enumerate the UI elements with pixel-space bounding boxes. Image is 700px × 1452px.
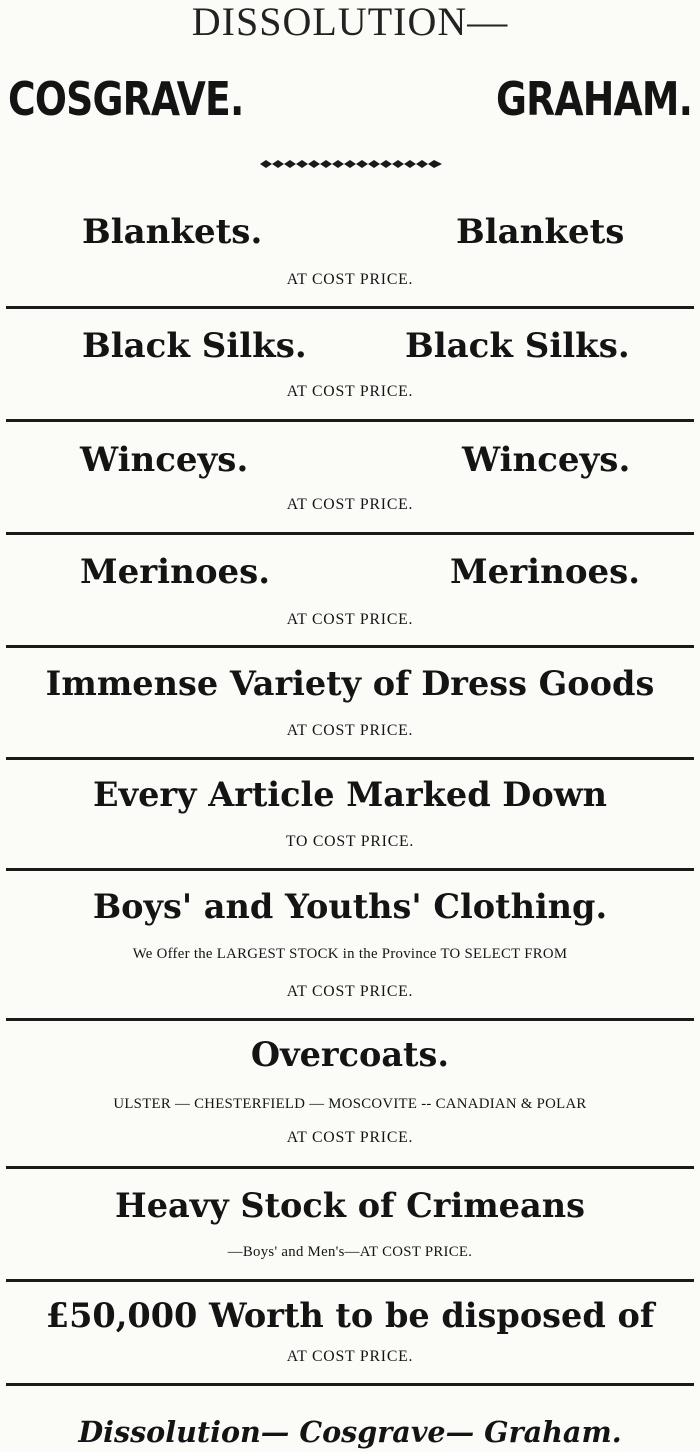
- black-silks-right: Black Silks.: [405, 326, 630, 366]
- blankets-row: [0, 212, 700, 252]
- marked-down-heading: Every Article Marked Down: [93, 775, 607, 815]
- divider-rule: [6, 532, 694, 535]
- divider-rule: [6, 645, 694, 648]
- merinoes-row: [0, 552, 700, 592]
- divider-rule: [6, 1279, 694, 1282]
- merinoes-right: Merinoes.: [450, 552, 641, 592]
- name-cosgrave: COSGRAVE.: [8, 72, 244, 126]
- divider-rule: [6, 1383, 694, 1386]
- name-graham: GRAHAM.: [495, 72, 692, 126]
- crimeans-heading: Heavy Stock of Crimeans: [115, 1186, 585, 1226]
- dress-goods-heading: Immense Variety of Dress Goods: [45, 664, 655, 704]
- overcoats-heading: Overcoats.: [250, 1035, 450, 1075]
- partner-names: [8, 64, 692, 134]
- black-silks-caption: AT COST PRICE.: [286, 383, 414, 400]
- blankets-caption: AT COST PRICE.: [286, 271, 414, 288]
- ornament-divider-icon: [260, 158, 442, 170]
- worth-heading: £50,000 Worth to be disposed of: [45, 1296, 655, 1336]
- footer-signature: Dissolution— Cosgrave— Graham.: [78, 1415, 622, 1449]
- overcoats-subline: ULSTER — CHESTERFIELD — MOSCOVITE -- CANADIAN & POLAR: [113, 1096, 587, 1112]
- divider-rule: [6, 1166, 694, 1169]
- blankets-left: Blankets.: [82, 212, 263, 252]
- merinoes-left: Merinoes.: [80, 552, 271, 592]
- crimeans-caption: —Boys' and Men's—AT COST PRICE.: [227, 1244, 473, 1260]
- black-silks-left: Black Silks.: [82, 326, 307, 366]
- divider-rule: [6, 1018, 694, 1021]
- winceys-left: Winceys.: [80, 440, 249, 480]
- clothing-heading: Boys' and Youths' Clothing.: [92, 887, 608, 927]
- blankets-right: Blankets: [456, 212, 625, 252]
- winceys-row: [0, 440, 700, 480]
- divider-rule: [6, 757, 694, 760]
- winceys-caption: AT COST PRICE.: [286, 496, 414, 513]
- black-silks-row: [0, 326, 700, 366]
- clothing-caption: AT COST PRICE.: [286, 983, 414, 1000]
- worth-caption: AT COST PRICE.: [286, 1348, 414, 1365]
- dissolution-title: DISSOLUTION—: [191, 0, 509, 44]
- divider-rule: [6, 306, 694, 309]
- winceys-right: Winceys.: [462, 440, 631, 480]
- dress-goods-caption: AT COST PRICE.: [286, 722, 414, 739]
- divider-rule: [6, 419, 694, 422]
- marked-down-caption: TO COST PRICE.: [285, 833, 415, 850]
- overcoats-caption: AT COST PRICE.: [286, 1129, 414, 1146]
- merinoes-caption: AT COST PRICE.: [286, 611, 414, 628]
- divider-rule: [6, 868, 694, 871]
- clothing-subline: We Offer the LARGEST STOCK in the Province TO SELECT FROM: [132, 946, 568, 962]
